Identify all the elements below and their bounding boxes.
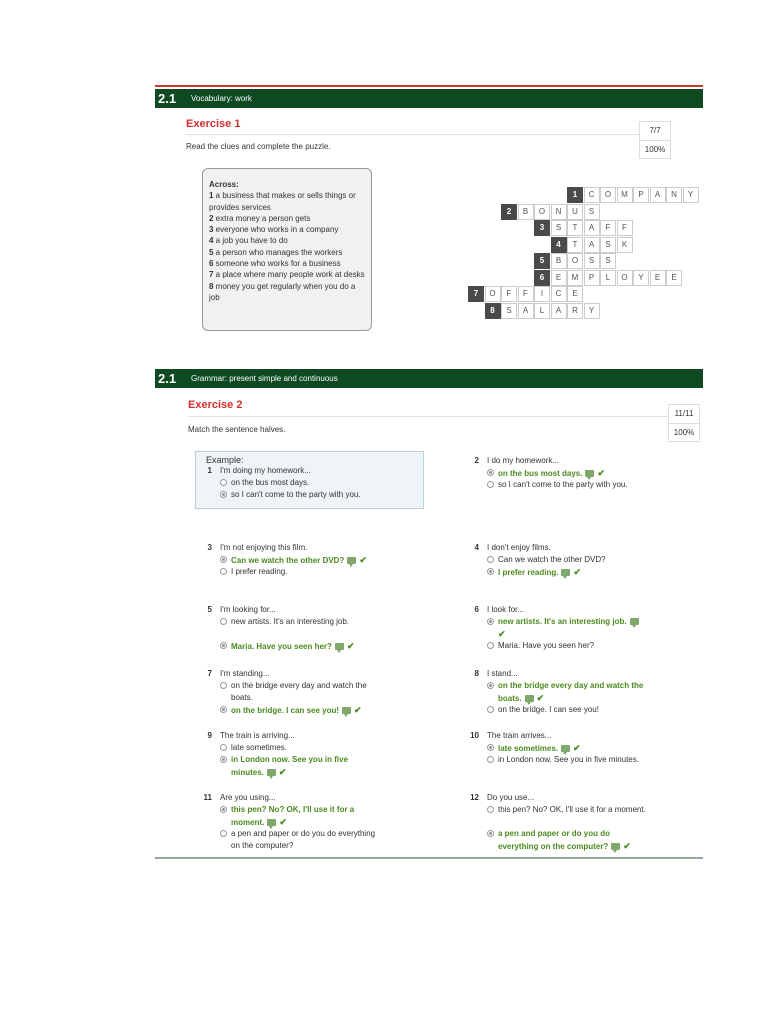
speech-bubble-icon[interactable] xyxy=(630,618,639,625)
exercise-2-score xyxy=(668,404,700,442)
puzzle-letter-cell[interactable]: E xyxy=(650,270,666,286)
option-text: late sometimes. xyxy=(498,744,559,753)
option-text: on the bridge. I can see you! xyxy=(231,706,340,715)
option-text: in London now. See you in five minutes. xyxy=(231,755,349,777)
puzzle-letter-cell[interactable]: O xyxy=(567,253,583,269)
section-number: 2.1 xyxy=(158,91,177,106)
question-7 xyxy=(200,668,400,738)
clue-text: money you get regularly when you do a job xyxy=(209,281,356,302)
option-text: I prefer reading. xyxy=(231,567,288,576)
answer-option[interactable] xyxy=(220,704,380,717)
check-icon: ✔ xyxy=(359,555,367,565)
clue-item xyxy=(209,224,365,235)
speech-bubble-icon[interactable] xyxy=(561,569,570,576)
puzzle-letter-cell[interactable]: A xyxy=(518,303,534,319)
puzzle-letter-cell[interactable]: O xyxy=(485,286,501,302)
question-stem: The train is arriving... xyxy=(220,731,295,740)
question-11 xyxy=(200,792,400,862)
clue-number: 5 xyxy=(209,247,214,257)
clue-item xyxy=(209,269,365,280)
radio-selected-icon[interactable] xyxy=(220,806,227,813)
speech-bubble-icon[interactable] xyxy=(561,745,570,752)
option-text: new artists. It's an interesting job. xyxy=(498,617,627,626)
puzzle-letter-cell[interactable]: R xyxy=(567,303,583,319)
puzzle-letter-cell[interactable]: A xyxy=(551,303,567,319)
answer-option[interactable] xyxy=(487,828,647,853)
option-text: a pen and paper or do you do everything on the computer? xyxy=(498,829,611,851)
question-number: 10 xyxy=(470,731,479,740)
radio-icon[interactable] xyxy=(487,642,494,649)
puzzle-letter-cell[interactable]: I xyxy=(534,286,550,302)
clue-item xyxy=(209,190,365,213)
answer-option[interactable] xyxy=(487,566,647,579)
question-number: 3 xyxy=(207,543,212,552)
score-value: 11/11 xyxy=(674,409,694,418)
radio-selected-icon[interactable] xyxy=(220,556,227,563)
answer-option[interactable] xyxy=(487,640,647,652)
top-rule xyxy=(155,85,703,87)
puzzle-letter-cell[interactable]: O xyxy=(534,204,550,220)
question-number: 8 xyxy=(474,669,479,678)
puzzle-letter-cell[interactable]: P xyxy=(633,187,649,203)
option-text: I prefer reading. xyxy=(498,568,559,577)
answer-option[interactable] xyxy=(220,828,380,852)
radio-icon[interactable] xyxy=(220,568,227,575)
question-1 xyxy=(200,465,400,535)
puzzle-letter-cell[interactable]: Y xyxy=(683,187,699,203)
puzzle-letter-cell[interactable]: S xyxy=(551,220,567,236)
answer-option[interactable] xyxy=(487,680,647,705)
clues-heading: Across: xyxy=(209,180,239,189)
option-text: Maria. Have you seen her? xyxy=(498,641,595,650)
option-text: Can we watch the other DVD? xyxy=(231,556,345,565)
radio-icon[interactable] xyxy=(487,556,494,563)
score-value: 7/7 xyxy=(649,126,661,135)
answer-option[interactable] xyxy=(220,742,380,754)
radio-icon[interactable] xyxy=(220,682,227,689)
clue-text: a place where many people work at desks xyxy=(213,270,365,280)
question-number: 4 xyxy=(474,543,479,552)
puzzle-number-cell: 4 xyxy=(551,237,567,253)
bottom-rule xyxy=(155,857,703,859)
option-text: new artists. It's an interesting job. xyxy=(231,617,350,626)
speech-bubble-icon[interactable] xyxy=(267,819,276,826)
question-stem: The train arrives... xyxy=(487,731,552,740)
puzzle-letter-cell[interactable]: A xyxy=(584,220,600,236)
answer-option[interactable] xyxy=(220,754,380,779)
question-8 xyxy=(467,668,667,738)
puzzle-number-cell: 3 xyxy=(534,220,550,236)
score-percent: 100% xyxy=(669,423,699,441)
clue-item xyxy=(209,235,365,246)
option-text: on the bridge. I can see you! xyxy=(498,705,599,714)
puzzle-letter-cell[interactable]: F xyxy=(600,220,616,236)
clue-text: someone who works for a business xyxy=(213,259,341,269)
puzzle-letter-cell[interactable]: E xyxy=(666,270,682,286)
radio-icon[interactable] xyxy=(487,806,494,813)
puzzle-letter-cell[interactable]: B xyxy=(551,253,567,269)
clue-item xyxy=(209,281,365,304)
check-icon: ✔ xyxy=(623,841,631,851)
radio-selected-icon[interactable] xyxy=(487,682,494,689)
radio-selected-icon[interactable] xyxy=(220,642,227,649)
question-number: 12 xyxy=(470,793,479,802)
question-number: 2 xyxy=(474,456,479,465)
question-stem: I stand... xyxy=(487,669,518,678)
clues-box xyxy=(202,168,372,331)
question-number: 9 xyxy=(207,731,212,740)
question-stem: I'm doing my homework... xyxy=(220,466,311,475)
exercise-1-rule xyxy=(186,134,640,135)
check-icon: ✔ xyxy=(278,767,287,777)
puzzle-letter-cell[interactable]: T xyxy=(567,220,583,236)
puzzle-letter-cell[interactable]: F xyxy=(501,286,517,302)
question-stem: I don't enjoy films. xyxy=(487,543,551,552)
exercise-2-instruction: Match the sentence halves. xyxy=(188,425,286,434)
clue-number: 1 xyxy=(209,191,214,201)
puzzle-number-cell: 7 xyxy=(468,286,484,302)
question-number: 5 xyxy=(207,605,212,614)
clue-text: extra money a person gets xyxy=(213,213,311,223)
question-4 xyxy=(467,542,667,612)
puzzle-letter-cell[interactable]: F xyxy=(617,220,633,236)
option-text: Maria. Have you seen her? xyxy=(231,642,332,651)
puzzle-letter-cell[interactable]: N xyxy=(666,187,682,203)
exercise-1-instruction: Read the clues and complete the puzzle. xyxy=(186,142,331,151)
radio-selected-icon[interactable] xyxy=(487,618,494,625)
answer-option[interactable] xyxy=(487,754,647,766)
section-number: 2.1 xyxy=(158,371,177,386)
puzzle-letter-cell[interactable]: M xyxy=(617,187,633,203)
clue-number: 2 xyxy=(209,213,214,223)
question-2 xyxy=(467,455,667,525)
question-stem: I do my homework... xyxy=(487,456,560,465)
question-10 xyxy=(467,730,667,800)
puzzle-letter-cell[interactable]: Y xyxy=(633,270,649,286)
answer-option[interactable] xyxy=(220,640,380,653)
puzzle-letter-cell[interactable]: A xyxy=(584,237,600,253)
check-icon: ✔ xyxy=(498,629,506,639)
answer-option[interactable] xyxy=(220,477,380,489)
option-text: on the bridge every day and watch the boats. xyxy=(231,681,367,702)
puzzle-letter-cell[interactable]: S xyxy=(584,253,600,269)
question-number: 11 xyxy=(203,793,212,802)
section-title: Vocabulary: work xyxy=(191,94,252,103)
puzzle-letter-cell[interactable]: M xyxy=(567,270,583,286)
exercise-2-title: Exercise 2 xyxy=(188,399,243,411)
puzzle-letter-cell[interactable]: B xyxy=(518,204,534,220)
puzzle-letter-cell[interactable]: F xyxy=(518,286,534,302)
speech-bubble-icon[interactable] xyxy=(335,643,344,650)
speech-bubble-icon[interactable] xyxy=(585,470,594,477)
puzzle-number-cell: 5 xyxy=(534,253,550,269)
radio-icon[interactable] xyxy=(487,756,494,763)
speech-bubble-icon[interactable] xyxy=(347,557,356,564)
option-text: on the bus most days. xyxy=(231,478,310,487)
puzzle-letter-cell[interactable]: S xyxy=(600,253,616,269)
puzzle-number-cell: 8 xyxy=(485,303,501,319)
question-9 xyxy=(200,730,400,800)
check-icon: ✔ xyxy=(573,567,582,577)
puzzle-letter-cell[interactable]: K xyxy=(617,237,633,253)
check-icon: ✔ xyxy=(279,817,287,827)
radio-selected-icon[interactable] xyxy=(220,491,227,498)
question-stem: Are you using... xyxy=(220,793,276,802)
puzzle-letter-cell[interactable]: E xyxy=(551,270,567,286)
example-label: Example: xyxy=(206,455,244,465)
answer-option[interactable] xyxy=(220,489,380,501)
radio-selected-icon[interactable] xyxy=(487,744,494,751)
exercise-1-score xyxy=(639,121,671,159)
answer-option[interactable] xyxy=(220,616,380,628)
puzzle-number-cell: 2 xyxy=(501,204,517,220)
question-number: 7 xyxy=(207,669,212,678)
clue-number: 8 xyxy=(209,281,214,291)
puzzle-letter-cell[interactable]: L xyxy=(534,303,550,319)
clue-number: 6 xyxy=(209,259,214,269)
puzzle-letter-cell[interactable]: O xyxy=(617,270,633,286)
puzzle-letter-cell[interactable]: T xyxy=(567,237,583,253)
clue-text: a job you have to do xyxy=(213,236,288,246)
radio-icon[interactable] xyxy=(487,481,494,488)
radio-selected-icon[interactable] xyxy=(220,706,227,713)
clue-text: a person who manages the workers xyxy=(213,247,343,257)
question-stem: I'm not enjoying this film. xyxy=(220,543,308,552)
answer-option[interactable] xyxy=(487,554,647,566)
option-text: on the bridge every day and watch the boats. xyxy=(498,681,644,703)
question-stem: I look for... xyxy=(487,605,524,614)
clue-text: everyone who works in a company xyxy=(213,225,339,235)
radio-icon[interactable] xyxy=(220,830,227,837)
option-text: on the bus most days. xyxy=(498,469,583,478)
speech-bubble-icon[interactable] xyxy=(525,695,534,702)
puzzle-letter-cell[interactable]: S xyxy=(600,237,616,253)
option-text: so I can't come to the party with you. xyxy=(498,480,628,489)
answer-option[interactable] xyxy=(487,704,647,716)
puzzle-letter-cell[interactable]: O xyxy=(600,187,616,203)
question-5 xyxy=(200,604,400,674)
puzzle-letter-cell[interactable]: P xyxy=(584,270,600,286)
option-text: this pen? No? OK, I'll use it for a moment. xyxy=(231,805,355,827)
option-text: this pen? No? OK, I'll use it for a moment. xyxy=(498,805,646,814)
puzzle-letter-cell[interactable]: L xyxy=(600,270,616,286)
option-text: in London now. See you in five minutes. xyxy=(498,755,639,764)
speech-bubble-icon[interactable] xyxy=(267,769,276,776)
section-title: Grammar: present simple and continuous xyxy=(191,374,338,383)
speech-bubble-icon[interactable] xyxy=(611,843,620,850)
radio-selected-icon[interactable] xyxy=(220,756,227,763)
puzzle-letter-cell[interactable]: S xyxy=(584,204,600,220)
question-3 xyxy=(200,542,400,612)
option-text: Can we watch the other DVD? xyxy=(498,555,606,564)
clue-item xyxy=(209,247,365,258)
question-number: 1 xyxy=(207,466,212,475)
radio-icon[interactable] xyxy=(487,706,494,713)
answer-option[interactable] xyxy=(487,804,647,816)
puzzle-letter-cell[interactable]: Y xyxy=(584,303,600,319)
question-stem: Do you use... xyxy=(487,793,535,802)
answer-option[interactable] xyxy=(220,680,380,704)
answer-option[interactable] xyxy=(220,566,380,578)
clue-number: 3 xyxy=(209,225,214,235)
check-icon: ✔ xyxy=(536,693,545,703)
radio-icon[interactable] xyxy=(220,479,227,486)
radio-selected-icon[interactable] xyxy=(487,568,494,575)
check-icon: ✔ xyxy=(573,743,581,753)
section-header-vocabulary xyxy=(155,89,703,108)
check-icon: ✔ xyxy=(354,705,362,715)
check-icon: ✔ xyxy=(346,641,355,651)
clue-number: 4 xyxy=(209,236,214,246)
clue-item xyxy=(209,213,365,224)
radio-selected-icon[interactable] xyxy=(487,469,494,476)
radio-icon[interactable] xyxy=(220,744,227,751)
question-stem: I'm standing... xyxy=(220,669,270,678)
answer-option[interactable] xyxy=(487,479,647,491)
answer-option[interactable] xyxy=(487,616,647,641)
question-number: 6 xyxy=(474,605,479,614)
puzzle-letter-cell[interactable]: C xyxy=(551,286,567,302)
clue-list xyxy=(209,190,365,303)
radio-icon[interactable] xyxy=(220,618,227,625)
puzzle-number-cell: 1 xyxy=(567,187,583,203)
puzzle-letter-cell[interactable]: C xyxy=(584,187,600,203)
exercise-2-rule xyxy=(188,416,668,417)
clue-item xyxy=(209,258,365,269)
question-12 xyxy=(467,792,667,862)
option-text: a pen and paper or do you do everything on the computer? xyxy=(231,829,376,850)
score-percent: 100% xyxy=(640,140,670,158)
option-text: late sometimes. xyxy=(231,743,288,752)
question-stem: I'm looking for... xyxy=(220,605,276,614)
question-6 xyxy=(467,604,667,674)
puzzle-letter-cell[interactable]: N xyxy=(551,204,567,220)
puzzle-letter-cell[interactable]: E xyxy=(567,286,583,302)
clue-text: a business that makes or sells things or provides services xyxy=(209,191,356,212)
puzzle-number-cell: 6 xyxy=(534,270,550,286)
check-icon: ✔ xyxy=(597,468,606,478)
speech-bubble-icon[interactable] xyxy=(342,707,351,714)
puzzle-letter-cell[interactable]: S xyxy=(501,303,517,319)
radio-selected-icon[interactable] xyxy=(487,830,494,837)
answer-option[interactable] xyxy=(220,804,380,829)
clue-number: 7 xyxy=(209,270,214,280)
exercise-1-title: Exercise 1 xyxy=(186,118,241,130)
puzzle-letter-cell[interactable]: A xyxy=(650,187,666,203)
puzzle-letter-cell[interactable]: U xyxy=(567,204,583,220)
option-text: so I can't come to the party with you. xyxy=(231,490,361,499)
section-header-grammar xyxy=(155,369,703,388)
